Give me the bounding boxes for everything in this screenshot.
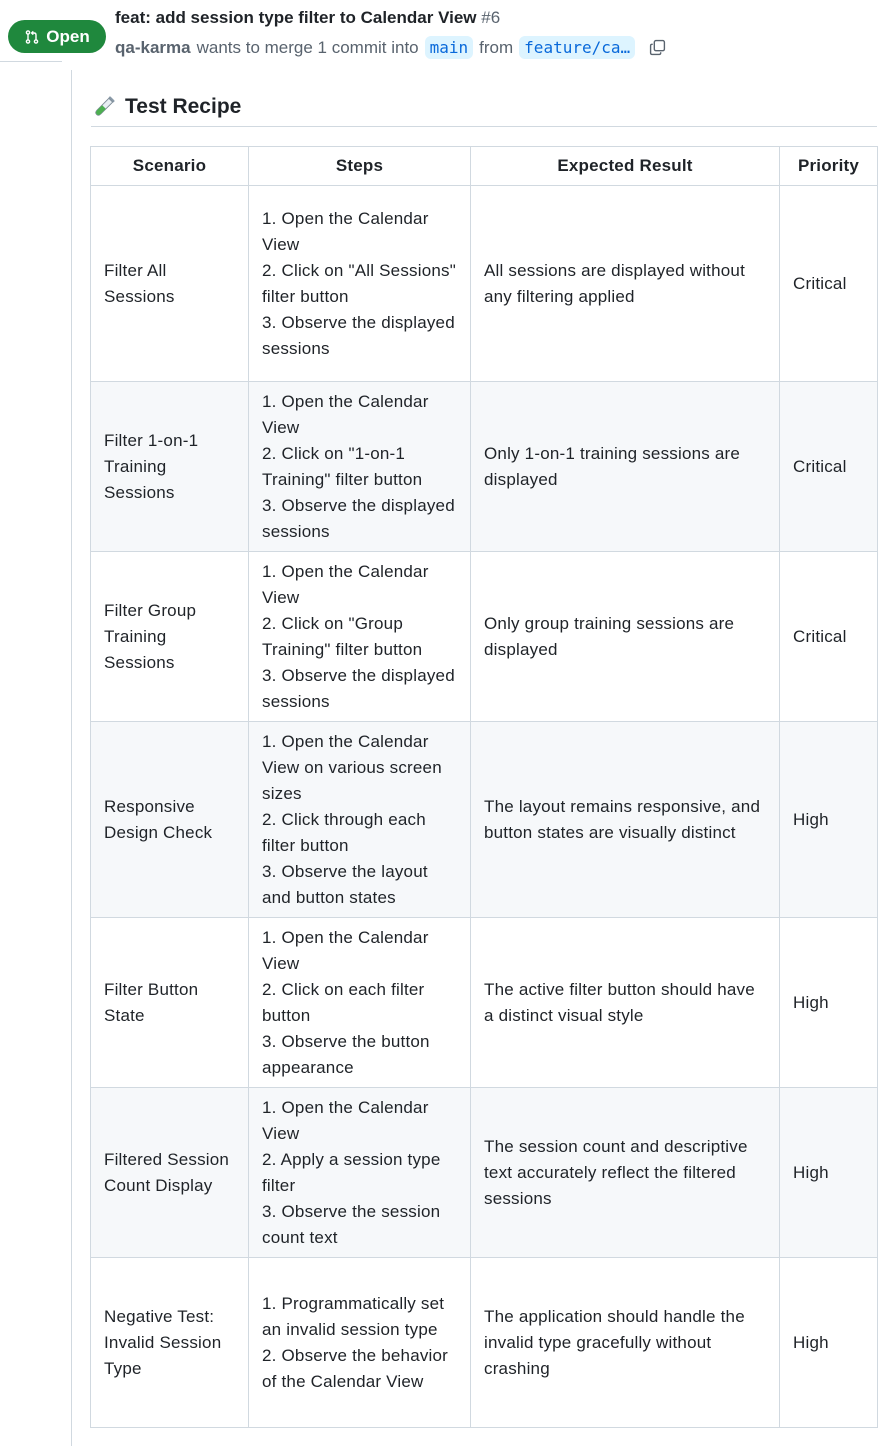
expected-cell: The active filter button should have a distinct visual style [471, 918, 780, 1088]
priority-cell: Critical [780, 552, 878, 722]
priority-cell: High [780, 1088, 878, 1258]
priority-cell: High [780, 918, 878, 1088]
expected-cell: The layout remains responsive, and button states are visually distinct [471, 722, 780, 918]
pr-state-label: Open [46, 26, 90, 46]
from-text: from [479, 37, 514, 57]
pr-merge-info [115, 36, 667, 59]
priority-cell: High [780, 722, 878, 918]
git-pull-request-icon [24, 29, 40, 45]
priority-cell: High [780, 1258, 878, 1428]
timeline-line [71, 70, 72, 1446]
steps-cell: 1. Programmatically set an invalid session type 2. Observe the behavior of the Calendar View [249, 1258, 471, 1428]
section-title: Test Recipe [125, 95, 242, 118]
scenario-cell: Responsive Design Check [91, 722, 249, 918]
header-steps: Steps [249, 147, 471, 186]
steps-cell: 1. Open the Calendar View 2. Click on each filter button 3. Observe the button appearance [249, 918, 471, 1088]
table-row [91, 1258, 878, 1428]
test-tube-icon [91, 94, 117, 120]
table-row [91, 552, 878, 722]
steps-cell: 1. Open the Calendar View 2. Click on "Group Training" filter button 3. Observe the displayed sessions [249, 552, 471, 722]
scenario-cell: Filter Group Training Sessions [91, 552, 249, 722]
steps-cell: 1. Open the Calendar View 2. Click on "All Sessions" filter button 3. Observe the displayed sessions [249, 186, 471, 382]
copy-branch-button[interactable] [647, 38, 667, 58]
header-scenario: Scenario [91, 147, 249, 186]
pr-sticky-header [0, 0, 894, 62]
pr-title [115, 8, 500, 28]
scenario-cell: Negative Test: Invalid Session Type [91, 1258, 249, 1428]
head-branch[interactable]: feature/ca… [519, 36, 635, 59]
base-branch[interactable]: main [425, 36, 474, 59]
pr-author-link[interactable]: qa-karma [115, 37, 191, 57]
header-divider [0, 61, 62, 62]
table-header-row [91, 147, 878, 186]
header-priority: Priority [780, 147, 878, 186]
steps-cell: 1. Open the Calendar View 2. Click on "1-on-1 Training" filter button 3. Observe the displayed sessions [249, 382, 471, 552]
expected-cell: The session count and descriptive text accurately reflect the filtered sessions [471, 1088, 780, 1258]
expected-cell: Only 1-on-1 training sessions are displayed [471, 382, 780, 552]
expected-cell: Only group training sessions are displayed [471, 552, 780, 722]
table-row [91, 382, 878, 552]
scenario-cell: Filtered Session Count Display [91, 1088, 249, 1258]
scenario-cell: Filter All Sessions [91, 186, 249, 382]
table-row [91, 1088, 878, 1258]
pr-number: #6 [481, 8, 501, 27]
pr-state-badge [8, 20, 106, 53]
priority-cell: Critical [780, 382, 878, 552]
pr-title-text: feat: add session type filter to Calendar View [115, 8, 477, 27]
steps-cell: 1. Open the Calendar View on various screen sizes 2. Click through each filter button 3. Observe the layout and button states [249, 722, 471, 918]
section-heading [91, 88, 877, 127]
table-row [91, 722, 878, 918]
table-row [91, 186, 878, 382]
scenario-cell: Filter Button State [91, 918, 249, 1088]
priority-cell: Critical [780, 186, 878, 382]
steps-cell: 1. Open the Calendar View 2. Apply a session type filter 3. Observe the session count text [249, 1088, 471, 1258]
merge-text: wants to merge 1 commit into [196, 37, 419, 57]
copy-icon [649, 39, 666, 56]
header-expected-result: Expected Result [471, 147, 780, 186]
expected-cell: The application should handle the invalid type gracefully without crashing [471, 1258, 780, 1428]
expected-cell: All sessions are displayed without any filtering applied [471, 186, 780, 382]
test-recipe-table [90, 146, 878, 1428]
scenario-cell: Filter 1-on-1 Training Sessions [91, 382, 249, 552]
table-row [91, 918, 878, 1088]
